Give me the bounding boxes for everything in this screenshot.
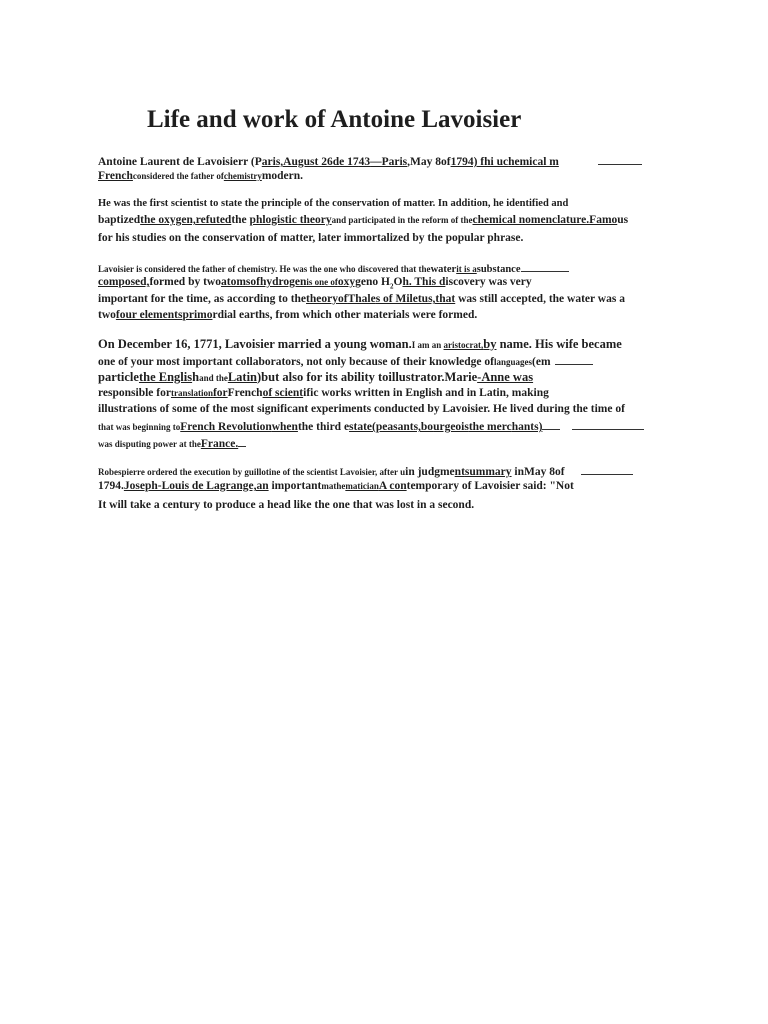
underlined-run: oxyg: [337, 276, 361, 288]
fill-blank: [542, 420, 560, 430]
subscript: 2: [390, 282, 394, 291]
underlined-run: hemical m: [508, 156, 559, 168]
p3-line-3: [98, 294, 625, 306]
underlined-run: -Anne was: [477, 370, 534, 384]
underlined-run: of: [337, 293, 348, 305]
fill-blank: [581, 465, 633, 475]
fill-blank: [572, 420, 644, 430]
text-run: rdial earths, from which other materials were formed.: [212, 309, 478, 321]
underlined-run: atoms: [220, 276, 251, 288]
text-run: important: [268, 480, 322, 492]
underlined-run: A con: [378, 480, 407, 492]
underlined-run: —Paris: [370, 156, 408, 168]
underlined-run: summary: [464, 466, 512, 478]
small-run: I am an: [411, 340, 444, 350]
underlined-run: composed,: [98, 276, 150, 288]
text-run: formed by two: [149, 276, 221, 288]
underlined-run: s of Miletus,that: [375, 293, 456, 305]
small-run: was disputing power at the: [98, 439, 201, 449]
p4-line-3: [98, 371, 533, 384]
p2-line-3: for his studies on the conservation of matter, later immortalized by the popular phrase.: [98, 232, 524, 244]
p4-line-2: [98, 355, 593, 369]
fill-blank: [555, 355, 593, 365]
text-run: h: [192, 370, 200, 384]
small-run: and the: [199, 373, 228, 383]
text-run: inMay 8of: [511, 466, 565, 478]
p3-line-1: [98, 262, 569, 276]
underlined-run: Joseph-Louis de Lagrange,an: [123, 480, 269, 492]
text-run: modern.: [261, 170, 304, 182]
p4-line-4: [98, 388, 549, 400]
underlined-run: Thale: [347, 293, 376, 305]
p5-line-2: [98, 481, 574, 493]
text-run: water: [430, 264, 457, 275]
text-run: illustrator.: [388, 370, 445, 384]
text-run: two: [98, 309, 116, 321]
text-run: On December 16, 1771, Lavoisier married a young woman.: [98, 337, 412, 351]
text-run: responsible for: [98, 387, 171, 399]
text-run: O: [393, 276, 403, 288]
text-run: substance: [476, 264, 521, 275]
text-run: name. His wife became: [496, 337, 622, 351]
small-run: languages: [494, 357, 533, 367]
p1-line-1: [98, 155, 642, 169]
text-run: (em: [532, 356, 551, 368]
small-run: that was beginning to: [98, 422, 181, 432]
underlined-run: by: [483, 337, 497, 351]
text-run: important for the time, as according to the: [98, 293, 307, 305]
text-run: the: [231, 214, 250, 226]
small-run: Robespierre ordered the execution by guillotine of the scientist Lavoisier, after u: [98, 467, 406, 477]
text-run: 1794.: [98, 480, 124, 492]
text-run: us: [617, 214, 629, 226]
text-run: one of your most important collaborators, not only because of their knowledge of: [98, 356, 494, 368]
underlined-run: theory: [306, 293, 338, 305]
underlined-run: the oxygen,: [140, 214, 196, 226]
underlined-run: French: [98, 170, 133, 182]
underlined-run: the merc: [468, 421, 512, 433]
small-run: Lavoisier is considered the father of chemistry. He was the one who discovered that the: [98, 264, 431, 274]
underlined-run: h. This d: [402, 276, 446, 288]
underlined-run: matician: [345, 481, 379, 491]
underlined-run: nt: [454, 466, 465, 478]
small-run: mathe: [321, 481, 346, 491]
underlined-run: four elements: [115, 309, 183, 321]
underlined-run: aristocrat,: [443, 340, 484, 350]
small-run: considered the father of: [132, 171, 224, 181]
underlined-run: French Revolution: [180, 421, 272, 433]
underlined-run: chemical nomenclature.Famo: [472, 214, 618, 226]
underlined-run: it is a: [456, 264, 477, 274]
document-title: Life and work of Antoine Lavoisier: [147, 106, 522, 133]
p2-line-2: [98, 215, 628, 227]
p4-line-6: [98, 420, 644, 434]
underlined-run: translation: [170, 388, 213, 398]
underlined-run: of scient: [262, 387, 304, 399]
p2-line-1: He was the first scientist to state the principle of the conservation of matter. In addition, he identified and: [98, 198, 569, 209]
text-run: Antoine Laurent de Lavoisierr (P: [98, 156, 262, 168]
underlined-run: urgeois: [433, 421, 469, 433]
underlined-run: chemistry: [223, 171, 262, 181]
underlined-run: primo: [182, 309, 213, 321]
p4-line-7: [98, 437, 246, 451]
p4-line-5: illustrations of some of the most significant experiments conducted by Lavoisier. He lived during the time of: [98, 403, 625, 415]
p3-line-4: [98, 310, 477, 322]
text-run: ,May 8of: [407, 156, 451, 168]
p5-line-3: It will take a century to produce a head like the one that was lost in a second.: [98, 499, 475, 511]
text-run: Marie: [444, 370, 478, 384]
underlined-run: phlogistic theory: [249, 214, 332, 226]
text-run: ific works written in English and in Latin, making: [303, 387, 549, 399]
underlined-run: Latin: [227, 370, 258, 384]
small-run: and participated in the reform of the: [331, 215, 473, 225]
text-run: the third e: [297, 421, 350, 433]
underlined-run: is one of: [306, 277, 338, 287]
p4-line-1: [98, 338, 622, 351]
underlined-run: for: [212, 387, 228, 399]
text-run: was still accepted, the water was a: [455, 293, 625, 305]
text-run: particle: [98, 370, 139, 384]
text-run: )but also for its ability to: [257, 370, 389, 384]
text-run: baptized: [98, 214, 141, 226]
text-run: iscovery was very: [445, 276, 532, 288]
text-run: eno H: [360, 276, 390, 288]
p3-line-2: [98, 277, 532, 290]
fill-blank: [521, 262, 569, 272]
fill-blank: [598, 155, 642, 165]
text-run: in judgme: [405, 466, 455, 478]
underlined-run: when: [271, 421, 298, 433]
p5-line-1: [98, 465, 633, 479]
underlined-run: of: [250, 276, 260, 288]
underlined-run: hants): [511, 421, 543, 433]
text-run: temporary of Lavoisier said: "Not: [406, 480, 574, 492]
underlined-run: France.: [200, 438, 239, 450]
underlined-run: state(peasants,bo: [349, 421, 434, 433]
underlined-run: hydrogen: [259, 276, 307, 288]
underlined-run: refuted: [195, 214, 232, 226]
underlined-run: 43: [358, 156, 371, 168]
p1-line-2: [98, 171, 303, 183]
fill-blank: [238, 437, 246, 447]
underlined-run: the Englis: [138, 370, 193, 384]
underlined-run: aris,August 26de 17: [261, 156, 359, 168]
underlined-run: 1794) fhi uc: [450, 156, 509, 168]
text-run: French: [227, 387, 263, 399]
